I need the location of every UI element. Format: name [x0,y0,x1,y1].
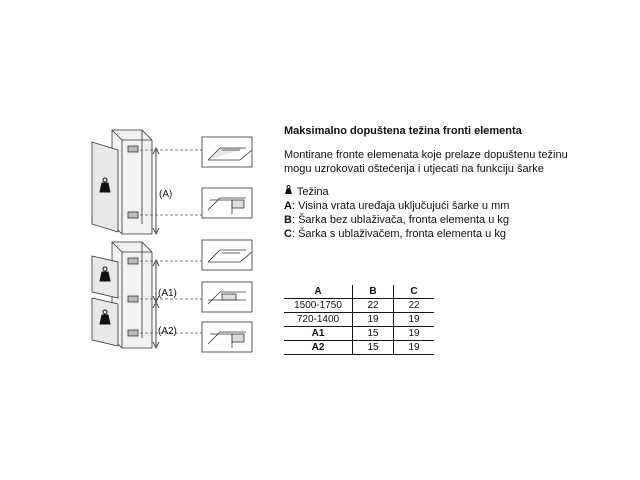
table-header: A [284,285,353,299]
table-header: C [394,285,435,299]
table-cell: 19 [394,327,435,341]
hinge-detail-2 [202,282,252,312]
legend-item-c [284,227,509,241]
legend-key: C [284,228,292,240]
legend-key: A [284,200,292,212]
table-row [284,313,434,327]
legend-item-a [284,199,509,213]
table-row [284,327,434,341]
legend-text: : Šarka bez ublaživača, fronta elementa u kg [291,214,510,226]
hinge-detail-1 [202,240,252,270]
table-cell: A1 [284,327,353,341]
table-cell: 19 [394,341,435,355]
legend [284,185,509,241]
weight-icon [284,185,294,199]
legend-item-b [284,213,509,227]
dimension-label-a: (A) [159,189,173,200]
table-header-row [284,285,434,299]
description-text: Montirane fronte elemenata koje prelaze dopuštenu težinu mogu uzrokovati oštećenja i utjecati na funkciju šarke [284,149,568,175]
hinge-detail-3 [202,322,252,352]
legend-key: B [284,214,292,226]
table-cell: 22 [394,299,435,313]
legend-text: : Visina vrata uređaja uključujući šarke u mm [291,200,510,212]
table-cell: 1500-1750 [284,299,353,313]
table-cell: 22 [353,299,394,313]
weight-table [284,285,434,355]
table-cell: 15 [353,341,394,355]
single-door-assembly [92,130,152,234]
page-title: Maksimalno dopuštena težina fronti elementa [284,125,522,137]
double-door-assembly [92,242,152,348]
table-cell: 19 [394,313,435,327]
table-row [284,299,434,313]
hinge-detail-top [202,137,252,167]
dimension-label-a1: (A1) [158,288,177,299]
table-cell: A2 [284,341,353,355]
legend-item-weight [284,185,509,199]
legend-text: : Šarka s ublaživačem, fronta elementa u kg [291,228,506,240]
dimension-label-a2: (A2) [158,326,177,337]
table-row [284,341,434,355]
legend-text: Težina [296,186,329,198]
table-cell: 720-1400 [284,313,353,327]
hinge-detail-bottom [202,188,252,218]
table-cell: 15 [353,327,394,341]
table-cell: 19 [353,313,394,327]
table-header: B [353,285,394,299]
